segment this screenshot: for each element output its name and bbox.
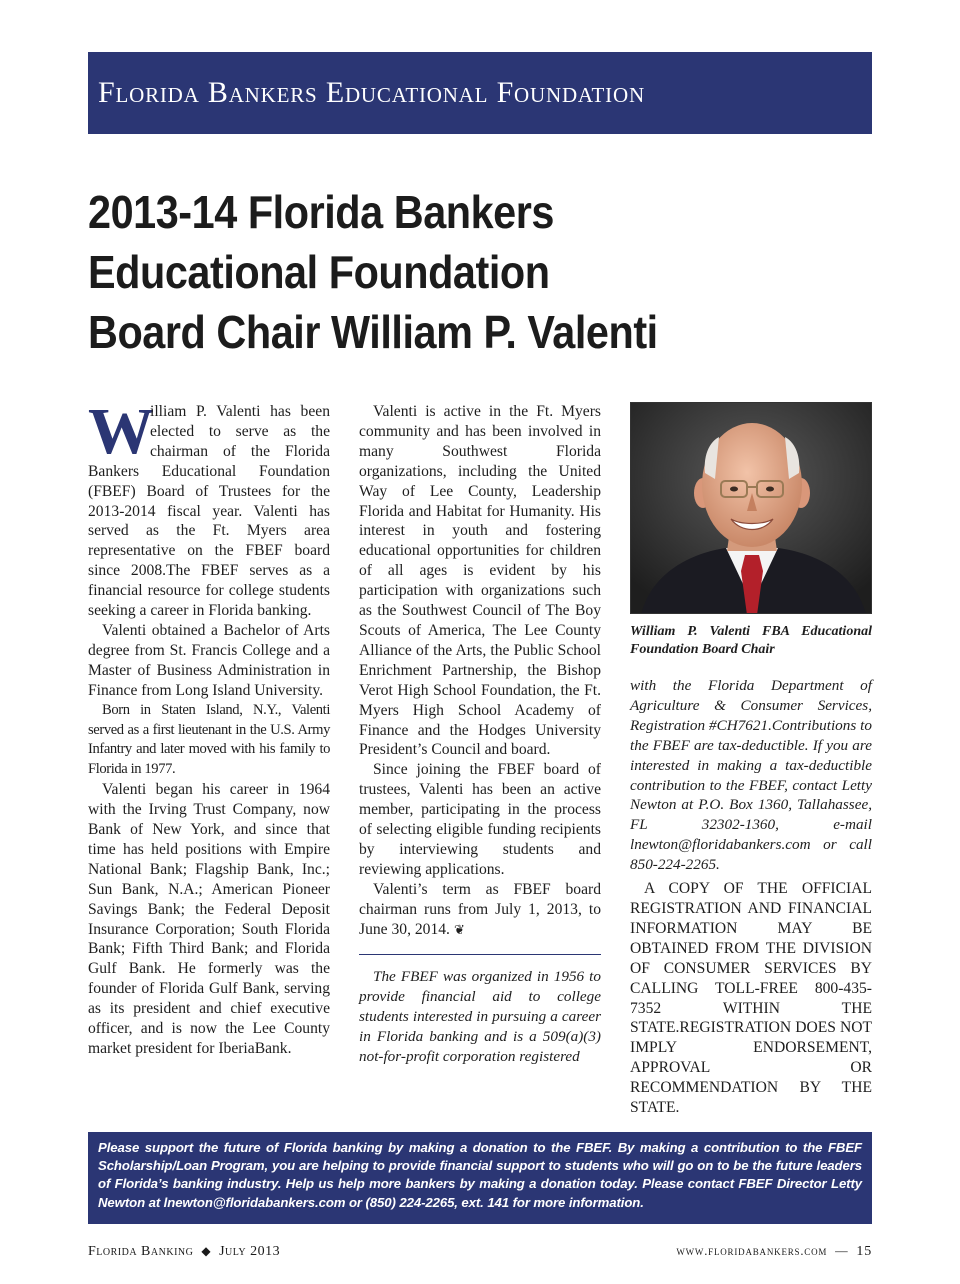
donation-callout-text: Please support the future of Florida banking by making a donation to the FBEF. By making a contribution to the FBEF Scholarship/Loan Program, you are helping to provide financial support to students who will go on to be the future leaders of Florida’s banking industry. Help us help more bankers by making a donation today. Please contact FBEF Director Letty Newton at lnewton@floridabankers.com or (850) 224-2265, ext. 141 for more information. xyxy=(98,1140,862,1210)
sidebar-text: The FBEF was organized in 1956 to provide financial aid to college students interested in pursuing a career in Florida banking and is a 509(a)(3) not-for-profit corporation registered xyxy=(359,968,601,1066)
donation-callout xyxy=(88,1132,872,1224)
paragraph: Born in Staten Island, N.Y., Valenti served as a first lieutenant in the U.S. Army Infantry and later moved with his family to Florida in 1977. xyxy=(88,701,330,778)
paragraph: Since joining the FBEF board of trustees, Valenti has been an active member, participating in the process of selecting eligible funding recipients by interviewing students and reviewing applications. xyxy=(359,761,601,878)
footer-publication xyxy=(88,1244,280,1260)
issue-date: July 2013 xyxy=(219,1244,281,1259)
portrait-illustration xyxy=(631,403,872,614)
footer-dash: — xyxy=(835,1244,849,1258)
paragraph: Valenti began his career in 1964 with the Irving Trust Company, now Bank of New York, and since that time has held positions with Empire National Bank; Flagship Bank, Inc.; Sun Bank, N.A.; American Pioneer Savings Bank; the Federal Deposit Insurance Corporation; South Florida Bank; Fifth Third Bank; and Florida Gulf Bank. He formerly was the founder of Florida Gulf Bank, serving as its president and chief executive officer, and is now the Lee County market president for IberiaBank. xyxy=(88,781,330,1057)
sidebar-continued: with the Florida Department of Agriculture & Consumer Services, Registration #CH7621.Contributions to the FBEF are tax-deductible. If you are interested in making a tax-deductible contribution to the FBEF, contact Letty Newton at P.O. Box 1360, Tallahassee, FL 32302-1360, e-mail lnewton@floridabankers.com or call 850-224-2265. xyxy=(630,677,872,874)
sidebar-divider xyxy=(359,954,601,955)
drop-cap: W xyxy=(88,395,154,468)
paragraph-text: Valenti’s term as FBEF board chairman runs from July 1, 2013, to June 30, 2014. xyxy=(359,880,601,938)
website-url: www.floridabankers.com xyxy=(676,1244,828,1258)
banner-title: Florida Bankers Educational Foundation xyxy=(98,76,645,109)
article-column-3 xyxy=(630,402,872,1118)
headline-line-3: Board Chair William P. Valenti xyxy=(88,306,658,358)
paragraph xyxy=(359,880,601,941)
header-banner xyxy=(88,52,872,134)
paragraph: Valenti is active in the Ft. Myers community and has been involved in many Southwest Florida organizations, including the United Way of Lee County, Leadership Florida and Habitat for Humanity. His interest in youth and fostering educational opportunities for children of all ages is evident by his participation with organizations such as the Southwest Council of The Boy Scouts of America, The Lee County Alliance of the Arts, the Public School Enrichment Partnership, the Bishop Verot High School Foundation, the Ft. Myers High School Academy of Finance and the Hodges University President’s Council and board. xyxy=(359,403,601,759)
registration-notice: A COPY OF THE OFFICIAL REGISTRATION AND FINANCIAL INFORMATION MAY BE OBTAINED FROM THE DIVISION OF CONSUMER SERVICES BY CALLING TOLL-FREE 800-435-7352 WITHIN THE STATE.REGISTRATION DOES NOT IMPLY ENDORSEMENT, APPROVAL OR RECOMMENDATION BY THE STATE. xyxy=(630,880,872,1117)
paragraph: Valenti obtained a Bachelor of Arts degree from St. Francis College and a Master of Business Administration in Finance from Long Island University. xyxy=(88,621,330,699)
paragraph xyxy=(88,395,330,621)
publication-name: Florida Banking xyxy=(88,1244,194,1259)
footer-website xyxy=(676,1244,872,1260)
photo-caption: William P. Valenti FBA Educational Foundation Board Chair xyxy=(630,624,872,657)
headline-line-1: 2013-14 Florida Bankers xyxy=(88,186,555,238)
article-headline xyxy=(88,182,868,362)
diamond-icon: ◆ xyxy=(201,1244,212,1258)
headline-line-2: Educational Foundation xyxy=(88,246,550,298)
page-number: 15 xyxy=(856,1244,872,1259)
portrait-photo xyxy=(630,402,872,614)
article-column-2 xyxy=(359,402,601,1067)
article-column-1 xyxy=(88,395,330,1059)
end-mark-icon: ❦ xyxy=(453,922,465,938)
paragraph-text: illiam P. Valenti has been elected to serve as the chairman of the Florida Bankers Educational Foundation (FBEF) Board of Trustees for the 2013-2014 fiscal year. Valenti has served as the Ft. Myers area representative on the FBEF board since 2008.The FBEF serves as a financial resource for college students seeking a career in Florida banking. xyxy=(88,403,330,620)
